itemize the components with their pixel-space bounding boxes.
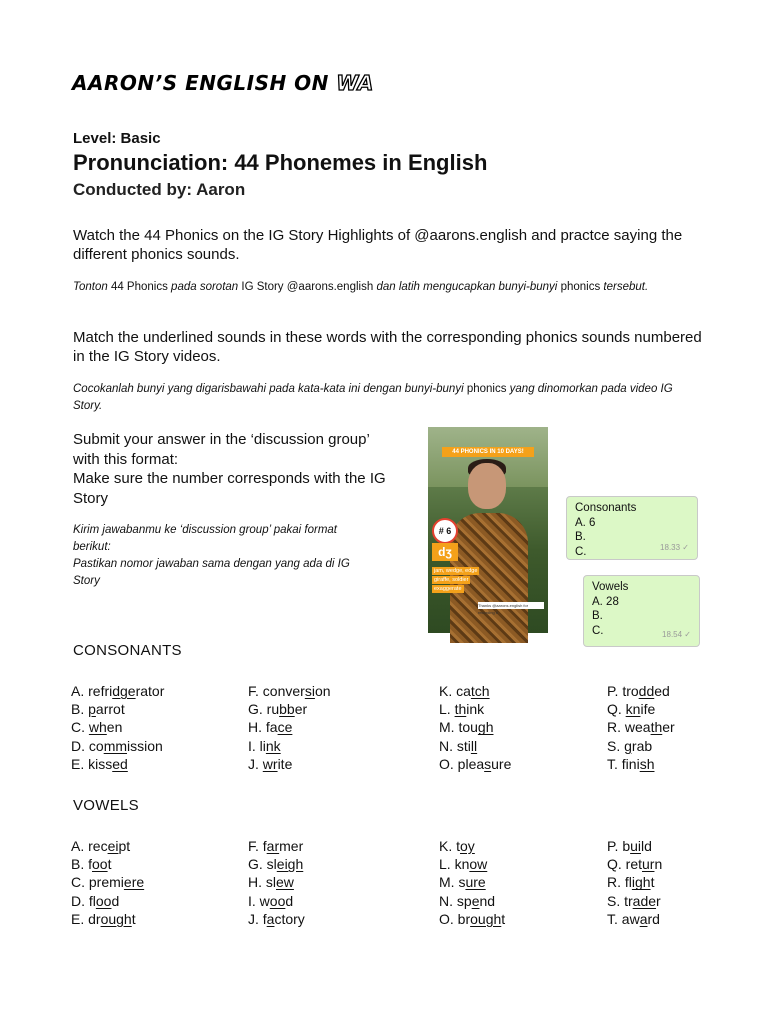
word-item: N. spend [439,892,496,909]
word-item: D. commission [71,737,163,754]
brand-badge: WA [336,71,374,95]
ig-story-photo [428,427,548,633]
word-item: I. wood [248,892,294,909]
word-item: S. grab [607,737,653,754]
word-item: F. farmer [248,838,304,854]
word-item: Q. return [607,856,663,873]
page-title: Pronunciation: 44 Phonemes in English [73,150,488,175]
chat-timestamp: 18.33 ✓ [660,542,689,552]
word-item: N. still [439,737,478,754]
vowels-column-3 [439,837,505,928]
word-item: M. tough [439,719,494,736]
word-item: R. weather [607,719,675,736]
story-number-badge: # 6 [432,518,458,544]
consonants-heading: CONSONANTS [73,642,182,659]
word-item: T. award [607,910,660,927]
word-item: A. refridgerator [71,683,165,699]
story-phoneme: dʒ [432,543,458,561]
chat-timestamp: 18.54 ✓ [662,629,691,639]
word-item: M. sure [439,874,486,891]
level-label: Level: Basic [73,130,161,147]
word-item: I. link [248,737,281,754]
story-banner: 44 PHONICS IN 10 DAYS! [442,447,534,457]
word-item: O. brought [439,910,506,927]
word-item: G. sleigh [248,856,304,873]
consonants-column-3 [439,682,511,773]
word-item: P. build [607,838,652,854]
watch-instruction-id: Tonton 44 Phonics pada sorotan IG Story @aarons.english dan latih mengucapkan bunyi-bunyi phonics tersebut. [73,281,649,293]
vowels-column-4 [607,837,662,928]
word-item: L. know [439,856,488,873]
word-item: G. rubber [248,701,308,718]
word-item: C. premiere [71,874,145,891]
word-item: K. toy [439,838,475,854]
vowels-column-1 [71,837,144,928]
word-item: T. finish [607,755,655,772]
brand-text: AARON’S ENGLISH ON [72,71,337,95]
word-item: B. foot [71,856,112,873]
word-item: R. flight [607,874,655,891]
consonants-column-1 [71,682,164,773]
word-item: O. pleasure [439,755,512,772]
word-item: S. trader [607,892,661,909]
word-item: K. catch [439,683,490,699]
watch-instruction-en: Watch the 44 Phonics on the IG Story Highlights of @aarons.english and practce saying the different phonics sounds. [73,227,683,263]
word-item: F. conversion [248,683,331,699]
word-item: H. slew [248,874,294,891]
conductor-label: Conducted by: Aaron [73,180,246,199]
story-caption: Thanks @aarons.english for recording it [478,602,544,609]
word-item: L. think [439,701,485,718]
word-item: J. write [248,755,293,772]
word-item: P. trodded [607,683,670,699]
chat-bubble-consonants: Consonants A. 6 B. C. 18.33 ✓ [566,496,698,560]
word-item: Q. knife [607,701,656,718]
word-item: E. drought [71,910,136,927]
story-example-words: jam, wedge, edge giraffe, soldier exaggerate [434,568,478,592]
word-item: C. when [71,719,123,736]
word-item: D. flood [71,892,120,909]
word-item: J. factory [248,910,305,927]
vowels-heading: VOWELS [73,797,139,814]
match-instruction-id: Cocokanlah bunyi yang digarisbawahi pada kata-kata ini dengan bunyi-bunyi phonics yang dinomorkan pada video IG Story. [73,383,673,412]
chat-bubble-vowels: Vowels A. 28 B. C. 18.54 ✓ [583,575,700,647]
submit-instruction-en: Submit your answer in the ‘discussion group’ with this format: Make sure the number corresponds with the IG Story [73,431,386,507]
word-item: B. parrot [71,701,125,718]
word-item: H. face [248,719,293,736]
match-instruction-en: Match the underlined sounds in these words with the corresponding phonics sounds numbered in the IG Story videos. [73,329,702,365]
consonants-column-2 [248,682,331,773]
word-item: A. receipt [71,838,131,854]
consonants-column-4 [607,682,675,773]
brand-logo [72,71,373,95]
story-person-face [468,463,506,509]
submit-instruction-id: Kirim jawabanmu ke ‘discussion group’ pakai format berikut: Pastikan nomor jawaban sama dengan yang ada di IG Story [73,524,350,587]
vowels-column-2 [248,837,305,928]
word-item: E. kissed [71,755,128,772]
